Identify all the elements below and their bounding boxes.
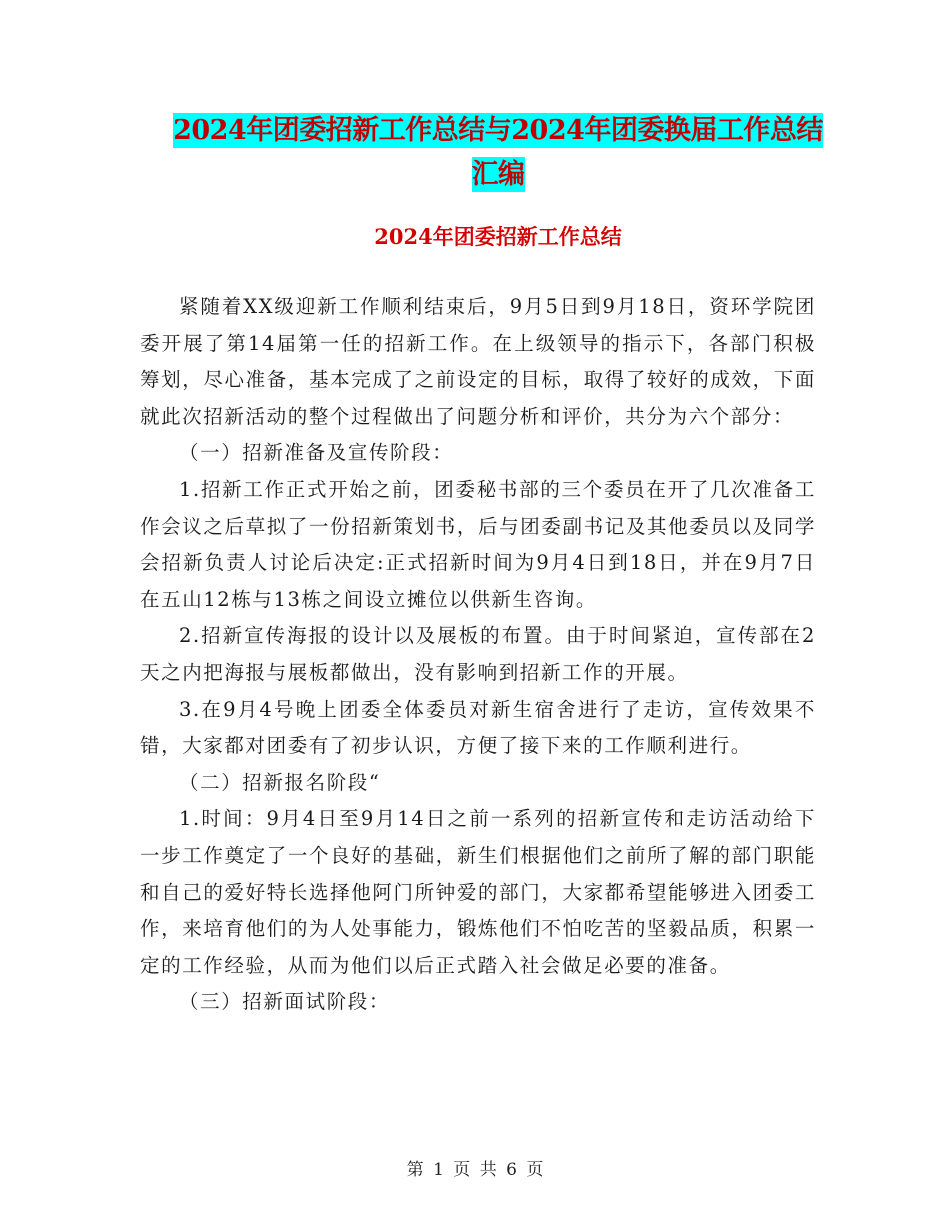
document-title-line2: 汇编 [471, 159, 525, 190]
heading-part-1: （一）招新准备及宣传阶段： [179, 441, 454, 465]
document-body [140, 289, 816, 1021]
paragraph-1-2: 2.招新宣传海报的设计以及展板的布置。由于时间紧迫，宣传部在2天之内把海报与展板都做出，没有影响到招新工作的开展。 [140, 624, 816, 684]
document-title-line1: 2024年团委招新工作总结与2024年团委换届工作总结 [173, 115, 823, 146]
section-title: 2024年团委招新工作总结 [374, 224, 622, 249]
page-number-footer: 第 1 页 共 6 页 [406, 1160, 544, 1180]
paragraph-1-1: 1.招新工作正式开始之前，团委秘书部的三个委员在开了几次准备工作会议之后草拟了一份招新策划书，后与团委副书记及其他委员以及同学会招新负责人讨论后决定:正式招新时间为9月4日到18日，并在9月7日在五山12栋与13栋之间设立摊位以供新生咨询。 [140, 477, 816, 611]
heading-part-2: （二）招新报名阶段“ [179, 770, 381, 794]
paragraph-1-3: 3.在9月4号晚上团委全体委员对新生宿舍进行了走访，宣传效果不错，大家都对团委有了初步认识，方便了接下来的工作顺利进行。 [140, 697, 816, 758]
paragraph-2-1: 1.时间：9月4日至9月14日之前一系列的招新宣传和走访活动给下一步工作奠定了一个良好的基础，新生们根据他们之前所了解的部门职能和自己的爱好特长选择他阿门所钟爱的部门，大家都希望能够进入团委工作，来培育他们的为人处事能力，锻炼他们不怕吃苦的坚毅品质，积累一定的工作经验，从而为他们以后正式踏入社会做足必要的准备。 [140, 807, 816, 977]
paragraph-intro: 紧随着XX级迎新工作顺利结束后，9月5日到9月18日，资环学院团委开展了第14届第一任的招新工作。在上级领导的指示下，各部门积极筹划，尽心准备，基本完成了之前设定的目标，取得了较好的成效，下面就此次招新活动的整个过程做出了问题分析和评价，共分为六个部分： [140, 295, 816, 428]
heading-part-3: （三）招新面试阶段： [179, 990, 391, 1014]
document-title [140, 109, 856, 197]
